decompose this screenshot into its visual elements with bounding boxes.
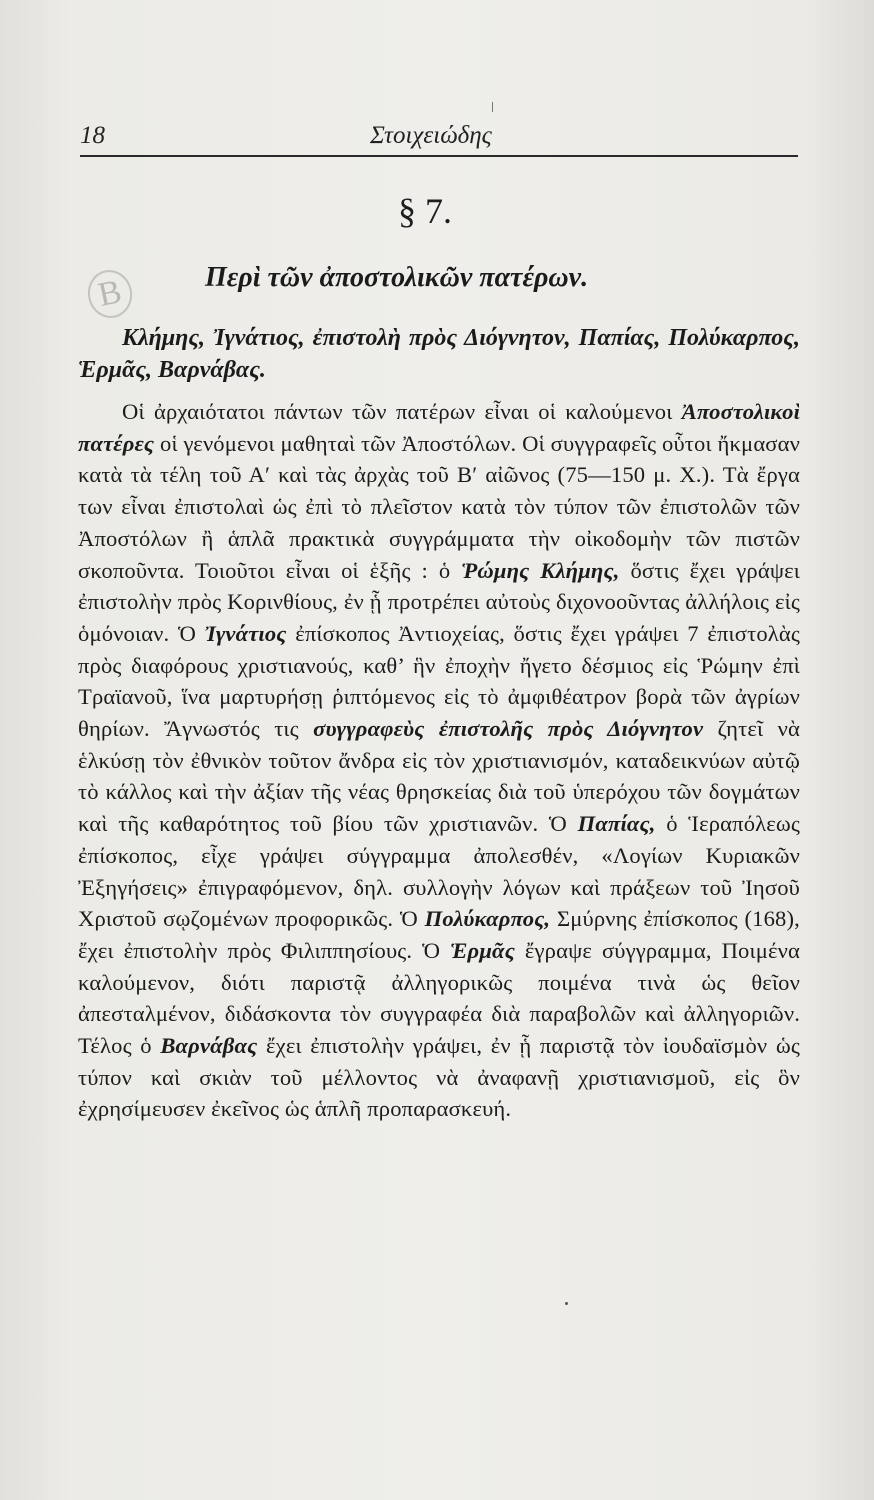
section-subject-line: Κλήμης, Ἰγνάτιος, ἐπιστολὴ πρὸς Διόγνητον, Παπίας, Πολύκαρπος, Ἑρμᾶς, Βαρνάβας. bbox=[78, 325, 800, 383]
body-text: Οἱ ἀρχαιότατοι πάντων τῶν πατέρων εἶναι οἱ καλούμενοι bbox=[122, 399, 673, 424]
emphasis-name: Πολύκαρπος, bbox=[424, 906, 551, 932]
body-text: ἔγραψε σύγγραμμα, Ποιμένα καλούμενον, διότι παριστᾷ ἀλληγορικῶς ποιμένα τινὰ ὡς θεῖον ἀπεσταλμένον, διδάσκοντα τὸν συγγραφέα διὰ παραβολῶν καὶ ἀλληγοριῶν. Τέλος ὁ bbox=[78, 937, 800, 1059]
print-speck bbox=[565, 1302, 568, 1305]
running-head bbox=[80, 118, 798, 156]
header-rule bbox=[80, 155, 798, 157]
body-text: ὅστις ἔχει γράψει ἐπιστολὴν πρὸς Κορινθίους, ἐν ᾗ προτρέπει αὐτοὺς διχονοοῦντας ἀλλήλοις εἰς ὁμόνοιαν. Ὁ bbox=[78, 557, 800, 646]
running-title: Στοιχειώδης bbox=[370, 122, 492, 149]
print-speck bbox=[492, 102, 493, 112]
body-paragraph bbox=[78, 396, 800, 1125]
emphasis-name: Ῥώμης Κλήμης, bbox=[461, 557, 620, 583]
body-text: Σμύρνης ἐπίσκοπος (168), ἔχει ἐπιστολὴν πρὸς Φιλιππησίους. Ὁ bbox=[78, 906, 800, 963]
body-text: οἱ γενόμενοι μαθηταὶ τῶν Ἀποστόλων. Οἱ συγγραφεῖς οὗτοι ἤκμασαν κατὰ τὰ τέλη τοῦ Α′ καὶ τὰς ἀρχὰς τοῦ Β′ αἰῶνος (75—150 μ. Χ.). Τὰ ἔργα των εἶναι ἐπιστολαὶ ὡς ἐπὶ τὸ πλεῖστον κατὰ τὸν τύπον τῶν ἐπιστολῶν τῶν Ἀποστόλων ἢ ἁπλᾶ πρακτικὰ συγγράμματα τὴν οἰκοδομὴν τῶν πιστῶν σκοποῦντα. Τοιοῦτοι εἶναι οἱ ἑξῆς : ὁ bbox=[78, 430, 800, 583]
emphasis-name: Παπίας, bbox=[577, 811, 656, 837]
page-number: 18 bbox=[80, 122, 105, 149]
library-stamp: B bbox=[83, 266, 136, 322]
body-text: ὁ Ἱεραπόλεως ἐπίσκοπος, εἶχε γράψει σύγγραμμα ἀπολεσθέν, «Λογίων Κυριακῶν Ἐξηγήσεις» ἐπιγραφόμενον, δηλ. συλλογὴν λόγων καὶ πράξεων τοῦ Ἰησοῦ Χριστοῦ σῳζομένων προφορικῶς. Ὁ bbox=[78, 811, 800, 932]
body-text: ζητεῖ νὰ ἑλκύσῃ τὸν ἐθνικὸν τοῦτον ἄνδρα εἰς τὸν χριστιανισμόν, καταδεικνύων αὐτῷ τὸ κάλλος καὶ τὴν ἀξίαν τῆς νέας θρησκείας διὰ τοῦ ὑπερόχου τῶν δογμάτων καὶ τῆς καθαρότητος τοῦ βίου τῶν χριστιανῶν. Ὁ bbox=[78, 716, 800, 837]
section-number: § 7. bbox=[398, 191, 452, 231]
body-text: ἐπίσκοπος Ἀντιοχείας, ὅστις ἔχει γράψει 7 ἐπιστολὰς πρὸς διαφόρους χριστιανούς, καθ’ ἣν ἐποχὴν ἤγετο δέσμιος εἰς Ῥώμην ἐπὶ Τραϊανοῦ, ἵνα μαρτυρήσῃ ῥιπτόμενος εἰς τὸ ἀμφιθέατρον βορὰ τῶν ἀγρίων θηρίων. Ἄγνωστός τις bbox=[78, 620, 800, 742]
emphasis-name: Βαρνάβας bbox=[160, 1033, 258, 1059]
section-title: Περὶ τῶν ἀποστολικῶν πατέρων. bbox=[205, 262, 589, 293]
body-text: ἔχει ἐπιστολὴν γράψει, ἐν ᾗ παριστᾷ τὸν ἰουδαϊσμὸν ὡς τύπον καὶ σκιὰν τοῦ μέλλοντος νὰ ἀναφανῇ χριστιανισμοῦ, εἰς ὃν ἐχρησίμευσεν ἐκεῖνος ὡς ἁπλῆ προπαρασκευή. bbox=[78, 1033, 800, 1122]
emphasis-name: Ἑρμᾶς bbox=[450, 937, 515, 963]
emphasis-name: Ἰγνάτιος bbox=[204, 620, 287, 646]
emphasis-term: Ἀποστολικοὶ πατέρες bbox=[78, 399, 800, 456]
emphasis-term: συγγραφεὺς ἐπιστολῆς πρὸς Διόγνητον bbox=[313, 716, 704, 742]
